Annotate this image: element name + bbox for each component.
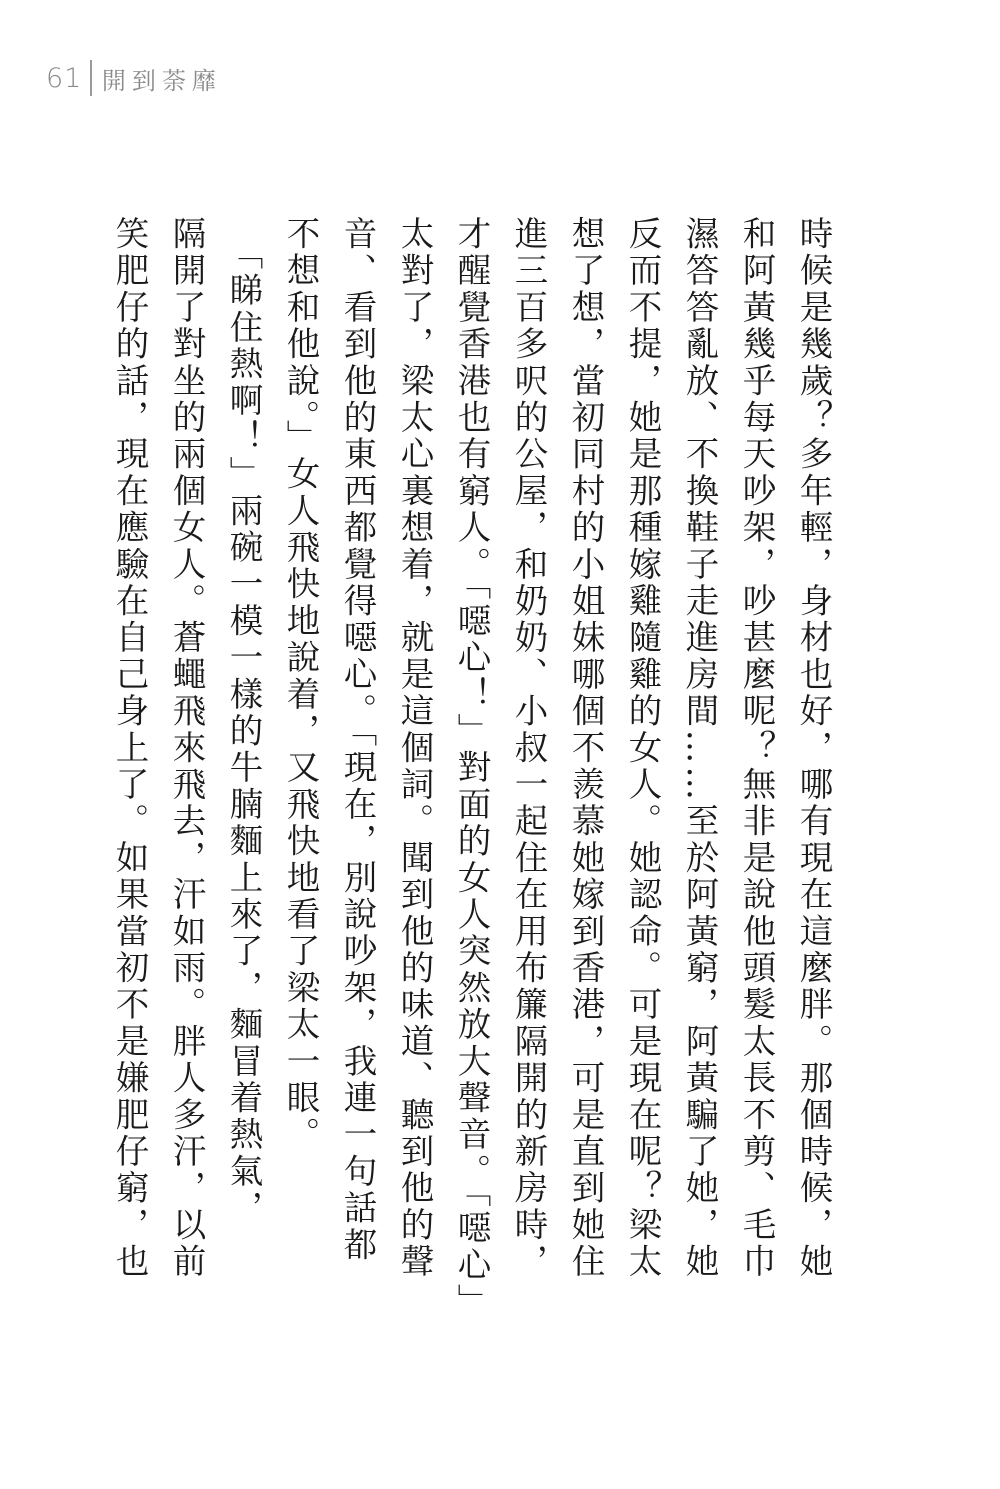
text-column: 時候是幾歲？多年輕，身材也好，哪有現在這麼胖。那個時候，她	[794, 216, 833, 1281]
text-column: 不想和他說。」女人飛快地說着，又飛快地看了梁太一眼。	[281, 216, 320, 1154]
page-number: 61	[46, 62, 83, 94]
text-column: 隔開了對坐的兩個女人。蒼蠅飛來飛去，汗如雨。胖人多汗，以前	[167, 216, 206, 1281]
text-column: 和阿黃幾乎每天吵架，吵甚麼呢？無非是說他頭髮太長不剪、毛巾	[737, 216, 776, 1281]
text-column: 進三百多呎的公屋，和奶奶、小叔一起住在用布簾隔開的新房時，	[509, 216, 548, 1281]
body-text	[101, 216, 842, 1321]
text-column: 才醒覺香港也有窮人。「噁心！」對面的女人突然放大聲音。「噁心」	[452, 216, 491, 1321]
text-column: 濕答答亂放、不換鞋子走進房間……至於阿黃窮，阿黃騙了她，她	[680, 216, 719, 1281]
running-header	[46, 58, 222, 98]
book-title: 開到荼靡	[101, 66, 222, 95]
text-column: 「睇住熱啊！」兩碗一模一樣的牛腩麵上來了，麵冒着熱氣，	[224, 216, 263, 1227]
text-column: 笑肥仔的話，現在應驗在自己身上了。如果當初不是嫌肥仔窮，也	[110, 216, 149, 1281]
text-column: 想了想，當初同村的小姐妹哪個不羨慕她嫁到香港，可是直到她住	[566, 216, 605, 1281]
header-divider	[90, 60, 92, 96]
text-column: 反而不提，她是那種嫁雞隨雞的女人。她認命。可是現在呢？梁太	[623, 216, 662, 1281]
text-column: 音、看到他的東西都覺得噁心。「現在，別說吵架，我連一句話都	[338, 216, 377, 1264]
text-column: 太對了，梁太心裏想着，就是這個詞。聞到他的味道、聽到他的聲	[395, 216, 434, 1281]
